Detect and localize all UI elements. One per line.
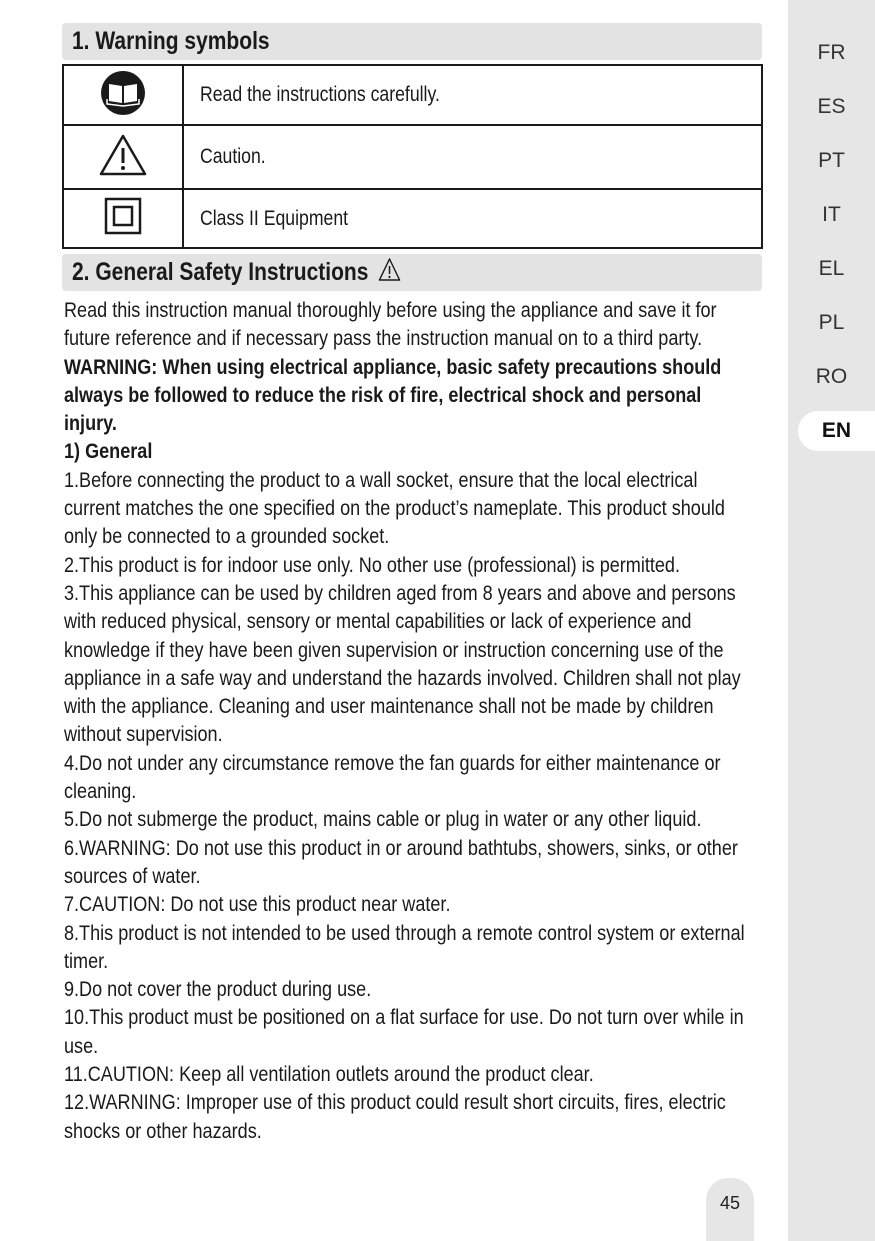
- lang-tab-pt[interactable]: PT: [818, 149, 845, 172]
- intro-paragraph: Read this instruction manual thoroughly before using the appliance and save it for future reference and if necessary pass the instruction manual on to a third party.: [64, 298, 717, 351]
- symbol-description: Class II Equipment: [183, 189, 762, 248]
- list-item: 5.Do not submerge the product, mains cable or plug in water or any other liquid.: [64, 807, 702, 832]
- symbol-description: Read the instructions carefully.: [183, 65, 762, 125]
- list-item: 2.This product is for indoor use only. No other use (professional) is permitted.: [64, 552, 681, 577]
- list-item: 4.Do not under any circumstance remove the fan guards for either maintenance or cleaning.: [64, 750, 721, 804]
- page-number: 45: [706, 1178, 754, 1241]
- symbol-description: Caution.: [183, 125, 762, 189]
- list-item: 12.WARNING: Improper use of this product could result short circuits, fires, electric shocks or other hazards.: [64, 1090, 726, 1143]
- list-item: 1.Before connecting the product to a wall socket, ensure that the local electrical current matches the one specified on the product’s nameplate. This product should only be connected to a grounded socket.: [64, 467, 725, 549]
- lang-tab-it[interactable]: IT: [822, 203, 841, 226]
- list-item: 10.This product must be positioned on a flat surface for use. Do not turn over while in use.: [64, 1005, 744, 1058]
- warning-triangle-icon: [378, 257, 402, 282]
- lang-tab-fr[interactable]: FR: [817, 41, 846, 64]
- list-item: 3.This appliance can be used by children aged from 8 years and above and persons with reduced physical, sensory or mental capabilities or lack of experience and knowledge if they have been given supervision or instruction concerning use of the appliance in a safe way and understand the hazards involved. Children shall not play with the appliance. Cleaning and user maintenance shall not be made by children without supervision.: [64, 580, 741, 747]
- safety-instructions-body: [64, 296, 753, 1145]
- warning-symbols-table: [62, 64, 763, 249]
- section-2-title: 2. General Safety Instructions: [72, 254, 401, 291]
- lang-tab-pl[interactable]: PL: [818, 311, 845, 334]
- lang-tab-el[interactable]: EL: [818, 257, 845, 280]
- list-item: 8.This product is not intended to be used through a remote control system or external timer.: [64, 920, 745, 973]
- list-item: 11.CAUTION: Keep all ventilation outlets around the product clear.: [64, 1062, 594, 1087]
- list-item: 9.Do not cover the product during use.: [64, 977, 372, 1002]
- section-1-title: 1. Warning symbols: [72, 27, 270, 55]
- table-row: [63, 125, 762, 189]
- book-icon: [99, 69, 147, 117]
- table-row: [63, 189, 762, 248]
- class-ii-icon: [104, 197, 142, 235]
- symbol-cell: [63, 125, 183, 189]
- general-subheading: 1) General: [64, 439, 153, 464]
- lang-tab-en[interactable]: EN: [798, 411, 875, 451]
- section-2-heading: [62, 254, 762, 291]
- warning-triangle-icon: [98, 133, 148, 177]
- symbol-cell: [63, 189, 183, 248]
- lang-tab-ro[interactable]: RO: [815, 365, 848, 388]
- warning-paragraph: WARNING: When using electrical appliance, basic safety precautions should always be followed to reduce the risk of fire, electrical shock and personal injury.: [64, 354, 722, 436]
- table-row: [63, 65, 762, 125]
- lang-tab-es[interactable]: ES: [817, 95, 846, 118]
- language-sidebar: [788, 0, 875, 1241]
- section-1-heading: [62, 23, 762, 60]
- list-item: 6.WARNING: Do not use this product in or around bathtubs, showers, sinks, or other sources of water.: [64, 835, 738, 888]
- symbol-cell: [63, 65, 183, 125]
- list-item: 7.CAUTION: Do not use this product near water.: [64, 892, 451, 917]
